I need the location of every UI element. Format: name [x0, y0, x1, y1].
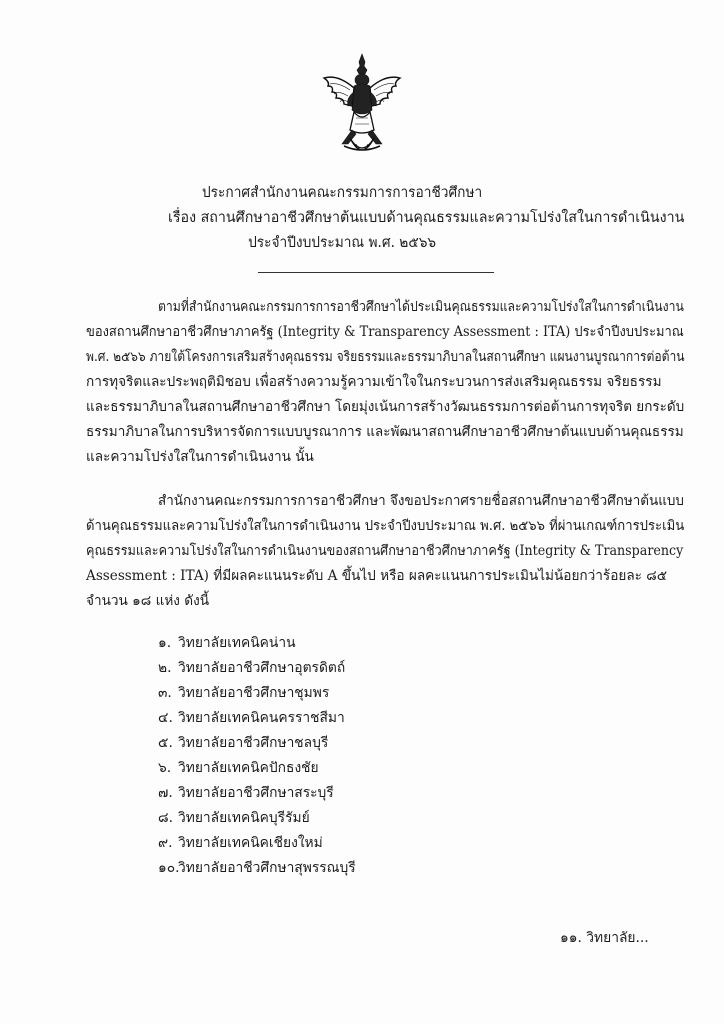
announcement-fiscal-year: ประจำปีงบประมาณ พ.ศ. ๒๕๖๖: [248, 235, 437, 251]
list-item: [158, 858, 356, 878]
list-item: [158, 633, 296, 653]
list-item-name: วิทยาลัยอาชีวศึกษาชลบุรี: [178, 735, 329, 751]
paragraph-line: และความโปร่งใสในการดำเนินงาน นั้น: [86, 449, 314, 465]
list-item-number: ๕.: [158, 735, 173, 751]
paragraph-line: ธรรมาภิบาลในการบริหารจัดการแบบบูรณาการ และพัฒนาสถานศึกษาอาชีวศึกษาต้นแบบด้านคุณธรรม: [86, 424, 684, 440]
list-item-name: วิทยาลัยเทคนิคบุรีรัมย์: [178, 810, 310, 826]
list-item: [158, 758, 319, 778]
list-item-number: ๗.: [158, 785, 173, 801]
list-item: [158, 833, 323, 853]
list-item: [158, 733, 328, 753]
list-item: [158, 783, 334, 803]
paragraph-line: ด้านคุณธรรมและความโปร่งใสในการดำเนินงาน ประจำปีงบประมาณ พ.ศ. ๒๕๖๖ ที่ผ่านเกณฑ์การประเมิน: [86, 518, 685, 534]
list-item-name: วิทยาลัยอาชีวศึกษาสระบุรี: [178, 785, 334, 801]
paragraph-line: ของสถานศึกษาอาชีวศึกษาภาครัฐ (Integrity & Transparency Assessment : ITA) ประจำปีงบประมาณ: [86, 324, 684, 340]
list-item: [158, 658, 345, 678]
list-item-number: ๙.: [158, 835, 173, 851]
list-item-name: วิทยาลัยอาชีวศึกษาอุตรดิตถ์: [178, 660, 346, 676]
list-item-number: ๒.: [158, 660, 172, 676]
continued-marker: ๑๑. วิทยาลัย...: [560, 930, 649, 946]
list-item-name: วิทยาลัยอาชีวศึกษาสุพรรณบุรี: [178, 860, 356, 876]
list-item-name: วิทยาลัยอาชีวศึกษาชุมพร: [178, 685, 330, 701]
list-item: [158, 808, 310, 828]
title-divider: [258, 272, 494, 273]
paragraph-line: คุณธรรมและความโปร่งใสในการดำเนินงานของสถานศึกษาอาชีวศึกษาภาครัฐ (Integrity & Transparency: [86, 543, 684, 559]
paragraph-line: พ.ศ. ๒๕๖๖ ภายใต้โครงการเสริมสร้างคุณธรรม จริยธรรมและธรรมาภิบาลในสถานศึกษา แผนงานบูรณาการต่อต้าน: [86, 349, 685, 365]
list-item: [158, 683, 329, 703]
list-item-name: วิทยาลัยเทคนิคปักธงชัย: [178, 760, 319, 776]
announcement-title: ประกาศสำนักงานคณะกรรมการการอาชีวศึกษา: [201, 185, 483, 201]
paragraph-line: สำนักงานคณะกรรมการการอาชีวศึกษา จึงขอประกาศรายชื่อสถานศึกษาอาชีวศึกษาต้นแบบ: [158, 493, 684, 509]
announcement-subject: เรื่อง สถานศึกษาอาชีวศึกษาต้นแบบด้านคุณธรรมและความโปร่งใสในการดำเนินงาน: [168, 210, 685, 226]
list-item-number: ๑.: [158, 635, 172, 651]
list-item-number: ๔.: [158, 710, 173, 726]
list-item: [158, 708, 345, 728]
paragraph-line: การทุจริตและประพฤติมิชอบ เพื่อสร้างความรู้ความเข้าใจในกระบวนการส่งเสริมคุณธรรม จริยธรรม: [86, 374, 662, 390]
list-item-number: ๑๐.: [158, 860, 180, 876]
paragraph-line: Assessment : ITA) ที่มีผลคะแนนระดับ A ขึ้นไป หรือ ผลคะแนนการประเมินไม่น้อยกว่าร้อยละ ๘๕: [86, 568, 668, 584]
list-item-name: วิทยาลัยเทคนิคนครราชสีมา: [178, 710, 345, 726]
garuda-emblem: [320, 52, 404, 164]
list-item-number: ๘.: [158, 810, 174, 826]
paragraph-line: และธรรมาภิบาลในสถานศึกษาอาชีวศึกษา โดยมุ่งเน้นการสร้างวัฒนธรรมการต่อต้านการทุจริต ยกระดับ: [86, 399, 685, 415]
list-item-number: ๓.: [158, 685, 172, 701]
list-item-number: ๖.: [158, 760, 172, 776]
paragraph-line: ตามที่สำนักงานคณะกรรมการการอาชีวศึกษาได้ประเมินคุณธรรมและความโปร่งใสในการดำเนินงาน: [158, 299, 684, 315]
list-item-name: วิทยาลัยเทคนิคเชียงใหม่: [178, 835, 323, 851]
paragraph-line: จำนวน ๑๘ แห่ง ดังนี้: [86, 593, 210, 609]
list-item-name: วิทยาลัยเทคนิคน่าน: [178, 635, 296, 651]
